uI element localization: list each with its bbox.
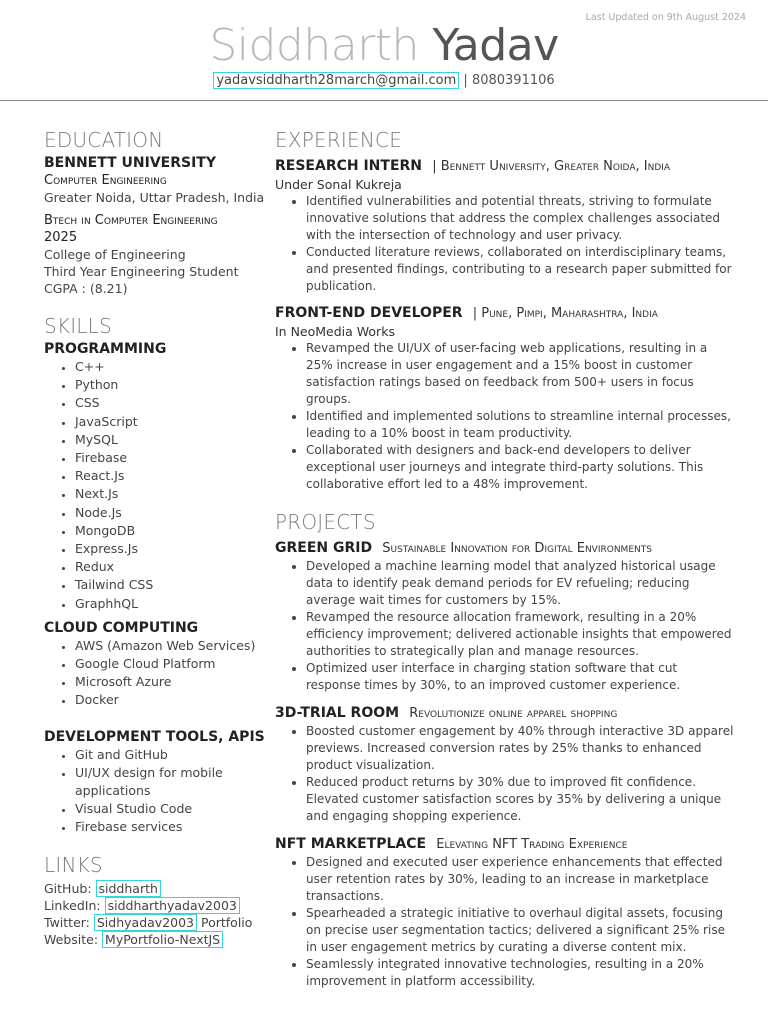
first-name: Siddharth xyxy=(209,20,419,71)
website-link[interactable]: MyPortfolio-NextJS xyxy=(102,931,223,948)
skill-group-heading: PROGRAMMING xyxy=(44,341,167,357)
bullet-item: • Identified and implemented solutions to streamline internal processes, leading to a 10% boost in team productivity. xyxy=(306,408,735,442)
college: College of Engineering xyxy=(44,247,186,262)
project-subtitle: Revolutionize online apparel shopping xyxy=(409,706,618,721)
bullet-item: • Boosted customer engagement by 40% through interactive 3D apparel previews. Increased conversion rates by 25% thanks to enhanced product visualization. xyxy=(306,723,735,774)
twitter-label: Twitter: xyxy=(44,914,90,930)
website-label: Website: xyxy=(44,931,99,947)
left-column xyxy=(44,128,266,948)
skill-item: • Docker xyxy=(75,691,266,709)
skill-item: • React.Js xyxy=(75,467,266,485)
bullet-item: • Developed a machine learning model that analyzed historical usage data to identify peak demand periods for EV refueling; reducing average wait times for customers by 15%. xyxy=(306,558,735,609)
job-bullets xyxy=(275,340,735,493)
github-link[interactable]: siddharth xyxy=(96,880,161,897)
student-status: Third Year Engineering Student xyxy=(44,264,239,279)
skill-item: • MySQL xyxy=(75,431,266,449)
skill-item: • CSS xyxy=(75,394,266,412)
skill-item: • Tailwind CSS xyxy=(75,576,266,594)
twitter-row xyxy=(44,914,266,931)
linkedin-row xyxy=(44,897,266,914)
page-title xyxy=(0,18,768,74)
skill-list xyxy=(44,637,266,710)
job-organization: In NeoMedia Works xyxy=(275,324,395,339)
skill-item: • Visual Studio Code xyxy=(75,800,266,818)
degree: Btech in Computer Engineering xyxy=(44,213,218,228)
last-updated: Last Updated on 9th August 2024 xyxy=(585,12,746,23)
projects-heading: PROJECTS xyxy=(275,510,376,534)
bullet-item: • Seamlessly integrated innovative technologies, resulting in a 20% improvement in platform accessibility. xyxy=(306,956,735,990)
job-bullets xyxy=(275,193,735,295)
project-bullets xyxy=(275,558,735,694)
bullet-item: • Designed and executed user experience enhancements that effected user retention rates by 30%, leading to an increase in marketplace transactions. xyxy=(306,854,735,905)
skill-group-heading: DEVELOPMENT TOOLS, APIS xyxy=(44,728,265,745)
bullet-item: • Identified vulnerabilities and potential threats, striving to formulate innovative solutions that address the complex challenges associated with the intersection of technology and user privacy. xyxy=(306,193,735,244)
skills-heading: SKILLS xyxy=(44,314,112,338)
project-name: NFT MARKETPLACE xyxy=(275,836,427,852)
skill-item: • Python xyxy=(75,376,266,394)
university-name: BENNETT UNIVERSITY xyxy=(44,155,216,171)
linkedin-label: LinkedIn: xyxy=(44,897,101,913)
skill-item: • Redux xyxy=(75,558,266,576)
bullet-item: • Revamped the resource allocation framework, resulting in a 20% efficiency improvement; delivered actionable insights that empowered authorities to strategically plan and manage resources. xyxy=(306,609,735,660)
twitter-link[interactable]: Sidhyadav2003 xyxy=(94,914,197,931)
email-link[interactable]: yadavsiddharth28march@gmail.com xyxy=(213,72,459,89)
projects-list xyxy=(275,537,735,990)
last-name: Yadav xyxy=(432,20,559,71)
skill-item: • Microsoft Azure xyxy=(75,673,266,691)
project-name: 3D-TRIAL ROOM xyxy=(275,705,400,721)
bullet-item: • Conducted literature reviews, collaborated on interdisciplinary teams, and presented findings, contributing to a research paper submitted for publication. xyxy=(306,244,735,295)
bullet-item: • Optimized user interface in charging station software that cut response times by 30%, to an improved customer experience. xyxy=(306,660,735,694)
skill-item: • Git and GitHub xyxy=(75,746,266,764)
skill-item: • Firebase services xyxy=(75,818,266,836)
project-heading xyxy=(275,702,735,723)
job-place: | Bennett University, Greater Noida, India xyxy=(432,159,671,174)
skill-list xyxy=(44,746,266,837)
skill-item: • C++ xyxy=(75,358,266,376)
skill-item: • GraphhQL xyxy=(75,595,266,613)
right-column xyxy=(275,128,735,990)
skill-item: • Express.Js xyxy=(75,540,266,558)
project-heading xyxy=(275,833,735,854)
links-heading: LINKS xyxy=(44,852,103,877)
experience-list xyxy=(275,155,735,493)
skill-item: • Next.Js xyxy=(75,485,266,503)
phone-number: 8080391106 xyxy=(471,73,555,88)
skill-item: • Firebase xyxy=(75,449,266,467)
skill-groups xyxy=(44,340,266,837)
skill-item: • Google Cloud Platform xyxy=(75,655,266,673)
skill-item: • MongoDB xyxy=(75,522,266,540)
project-name: GREEN GRID xyxy=(275,540,373,556)
skill-item: • Node.Js xyxy=(75,504,266,522)
project-subtitle: Elevating NFT Trading Experience xyxy=(436,837,628,852)
header-divider xyxy=(0,100,768,101)
job-heading xyxy=(275,155,735,176)
linkedin-link[interactable]: siddharthyadav2003 xyxy=(105,897,240,914)
bullet-item: • Collaborated with designers and back-end developers to deliver exceptional user journeys and integrate third-party solutions. This collaborative effort led to a 48% improvement. xyxy=(306,442,735,493)
bullet-item: • Spearheaded a strategic initiative to overhaul digital assets, focusing on precise user segmentation tactics; delivered a significant 25% rise in user engagement metrics by curating a diverse content mix. xyxy=(306,905,735,956)
project-bullets xyxy=(275,723,735,825)
job-role: FRONT-END DEVELOPER xyxy=(275,305,463,321)
skill-item: • JavaScript xyxy=(75,413,266,431)
skill-list xyxy=(44,358,266,613)
project-subtitle: Sustainable Innovation for Digital Environments xyxy=(382,541,652,556)
bullet-item: • Reduced product returns by 30% due to improved fit confidence. Elevated customer satisfaction scores by 35% by delivering a unique and engaging shopping experience. xyxy=(306,774,735,825)
job-role: RESEARCH INTERN xyxy=(275,158,423,174)
twitter-suffix: Portfolio xyxy=(201,914,253,930)
contact-line xyxy=(0,72,768,90)
contact-separator: | xyxy=(463,73,468,88)
job-heading xyxy=(275,302,735,323)
job-organization: Under Sonal Kukreja xyxy=(275,177,402,192)
github-row xyxy=(44,880,266,897)
education-location: Greater Noida, Uttar Pradesh, India xyxy=(44,190,265,205)
education-heading: EDUCATION xyxy=(44,128,164,152)
project-bullets xyxy=(275,854,735,990)
department: Computer Engineering xyxy=(44,173,167,188)
skill-item: • AWS (Amazon Web Services) xyxy=(75,637,266,655)
bullet-item: • Revamped the UI/UX of user-facing web applications, resulting in a 25% increase in user engagement and a 15% boost in customer satisfaction ratings based on feedback from 500+ users in focus groups. xyxy=(306,340,735,408)
skill-item: • UI/UX design for mobile applications xyxy=(75,764,266,800)
cgpa: CGPA : (8.21) xyxy=(44,281,128,296)
graduation-year: 2025 xyxy=(44,230,78,245)
github-label: GitHub: xyxy=(44,880,92,896)
experience-heading: EXPERIENCE xyxy=(275,128,403,152)
skill-group-heading: CLOUD COMPUTING xyxy=(44,619,199,636)
project-heading xyxy=(275,537,735,558)
job-place: | Pune, Pimpi, Maharashtra, India xyxy=(472,306,658,321)
website-row xyxy=(44,931,266,948)
